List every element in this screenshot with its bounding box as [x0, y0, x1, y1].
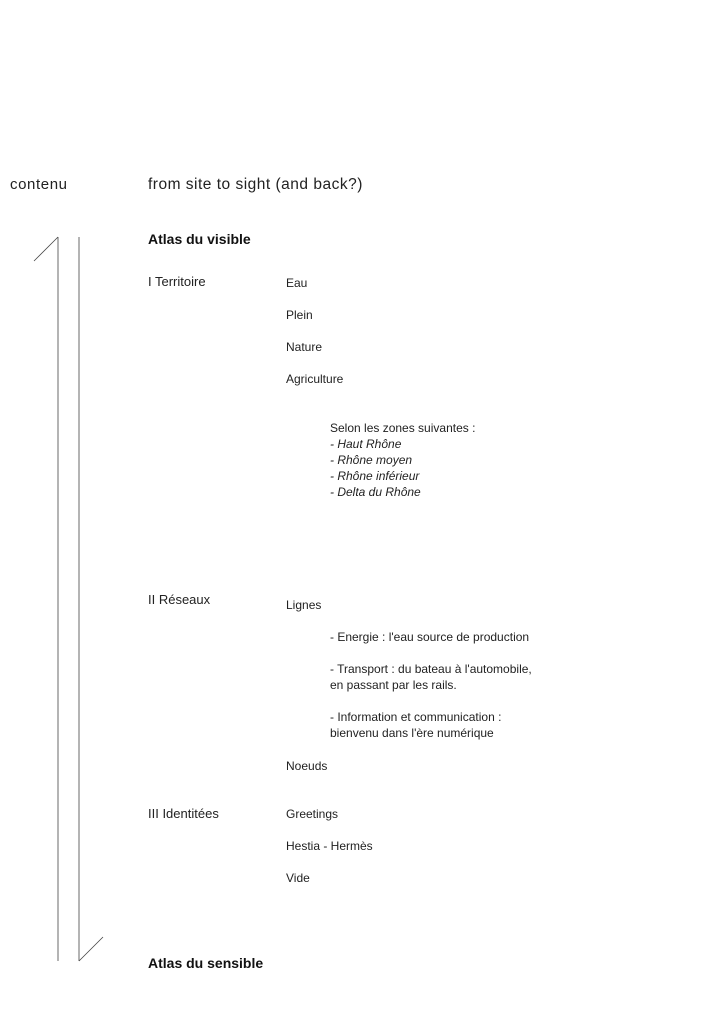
item-eau: Eau	[286, 276, 308, 290]
item-energie: - Energie : l'eau source de production	[330, 630, 530, 644]
section-territoire: I Territoire	[148, 274, 206, 289]
zone-item: - Rhône inférieur	[330, 469, 420, 483]
zone-item: - Delta du Rhône	[330, 485, 421, 499]
atlas-visible-heading: Atlas du visible	[148, 231, 251, 247]
item-agriculture: Agriculture	[286, 372, 344, 386]
section-reseaux: II Réseaux	[148, 592, 211, 607]
transport-line: en passant par les rails.	[330, 678, 457, 692]
section-identitees: III Identitées	[148, 806, 219, 821]
transport-line: - Transport : du bateau à l'automobile,	[330, 662, 532, 676]
item-greetings: Greetings	[286, 807, 339, 821]
zone-item: - Rhône moyen	[330, 453, 413, 467]
item-lignes: Lignes	[286, 598, 322, 612]
atlas-sensible-heading: Atlas du sensible	[148, 955, 264, 971]
information-line: bienvenu dans l'ère numérique	[330, 726, 494, 740]
information-line: - Information et communication :	[330, 710, 502, 724]
item-nature: Nature	[286, 340, 323, 354]
zone-item: - Haut Rhône	[330, 437, 402, 451]
item-information	[330, 709, 501, 741]
document-title: from site to sight (and back?)	[148, 176, 363, 193]
item-hestia-hermes: Hestia - Hermès	[286, 839, 373, 853]
item-noeuds: Noeuds	[286, 759, 328, 773]
item-vide: Vide	[286, 871, 310, 885]
item-plein: Plein	[286, 308, 313, 322]
zones-list	[330, 420, 475, 500]
zones-intro: Selon les zones suivantes :	[330, 421, 476, 435]
item-transport	[330, 661, 532, 693]
side-label: contenu	[10, 176, 68, 193]
